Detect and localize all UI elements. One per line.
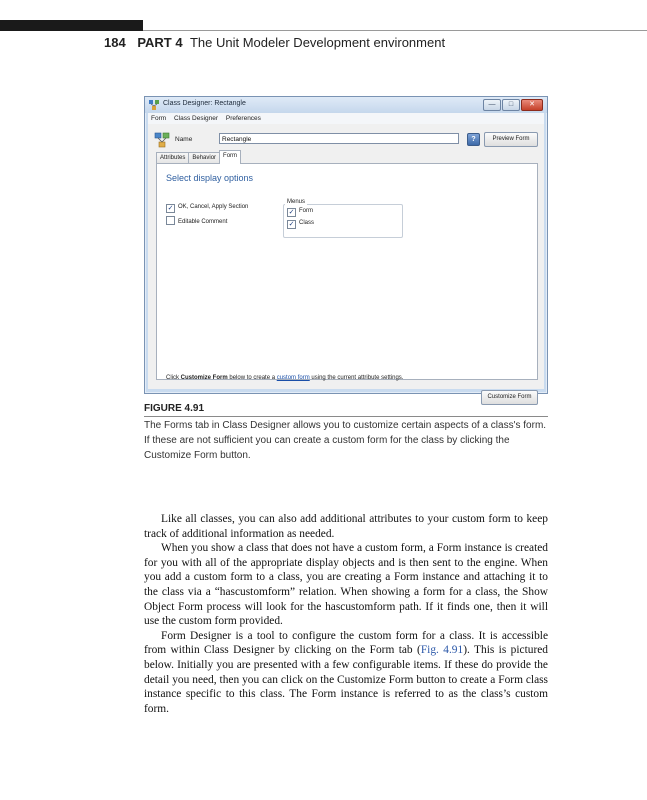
- paragraph-3-start: Form Designer is a tool to configure the custom form for a class. It is accessible from within Class Designer by clicking on the Form tab (: [144, 629, 548, 657]
- option-label: OK, Cancel, Apply Section: [178, 204, 249, 210]
- paragraph-1: Like all classes, you can also add additional attributes to your custom form to keep track of additional information as needed.: [144, 513, 548, 540]
- help-icon[interactable]: ?: [467, 133, 480, 146]
- figure-caption: The Forms tab in Class Designer allows you to customize certain aspects of a class's form. If these are not sufficient you can create a custom form for the class by clicking the Customize Form button.: [144, 420, 547, 461]
- option-label: Editable Comment: [178, 219, 228, 225]
- minimize-icon[interactable]: —: [483, 99, 501, 111]
- menus-group-label: Menus: [287, 199, 306, 205]
- figure-reference-link[interactable]: Fig. 4.91: [420, 644, 464, 657]
- menu-option-class[interactable]: [287, 220, 314, 229]
- menu-option-form[interactable]: [287, 208, 313, 217]
- name-input[interactable]: Rectangle: [219, 133, 459, 144]
- header-bar: [0, 20, 143, 31]
- close-icon[interactable]: ✕: [521, 99, 543, 111]
- hint-bold: Customize Form: [180, 375, 228, 381]
- name-label: Name: [175, 136, 193, 143]
- paragraph-3: [144, 629, 548, 717]
- customize-form-button[interactable]: Customize Form: [481, 390, 538, 405]
- part-label: PART 4: [137, 35, 183, 50]
- option-editable-comment[interactable]: [166, 216, 227, 225]
- window-client: [148, 124, 544, 400]
- window-controls: [483, 99, 543, 111]
- option-label: Form: [299, 208, 313, 214]
- tab-form[interactable]: Form: [219, 150, 241, 164]
- maximize-icon[interactable]: □: [502, 99, 520, 111]
- class-icon: [154, 132, 170, 148]
- tab-behavior[interactable]: Behavior: [188, 152, 220, 164]
- class-designer-icon: [149, 100, 159, 110]
- customize-hint: [166, 375, 403, 381]
- menu-form[interactable]: Form: [151, 115, 167, 122]
- figure-rule: [144, 416, 548, 417]
- custom-form-link[interactable]: custom form: [276, 375, 310, 381]
- window-title: Class Designer: Rectangle: [163, 100, 246, 107]
- option-label: Class: [299, 220, 315, 226]
- hint-prefix: Click: [166, 375, 181, 381]
- tab-attributes[interactable]: Attributes: [156, 152, 189, 164]
- paragraph-2: When you show a class that does not have a custom form, a Form instance is created for you with all of the appropriate display objects and is then sent to the engine. When you add a custom form to a class, you are creating a Form instance and attaching it to the class via a “hascustomform” relation. When showing a form for a class, the Show Object Form process will look for the hascustomform path. If it finds one, then it will use the custom form provided.: [144, 542, 548, 628]
- body-text: [144, 512, 548, 716]
- checkbox-checked-icon[interactable]: ✓: [167, 205, 174, 212]
- header-rule: [143, 30, 647, 31]
- menu-preferences[interactable]: Preferences: [225, 115, 261, 122]
- hint-middle: below to create a: [227, 375, 277, 381]
- figure-label: FIGURE 4.91: [144, 403, 205, 414]
- menu-class-designer[interactable]: Class Designer: [173, 115, 219, 122]
- page-number: 184: [104, 35, 126, 50]
- hint-suffix: using the current attribute settings.: [309, 375, 404, 381]
- paragraph-3-end: ). This is pictured below. Initially you are presented with a few configurable items. If these do provide the detail you need, then you can click on the Customize Form button to create a Form class instance specific to this class. The Form instance is referred to as the class’s custom form.: [144, 644, 548, 715]
- preview-form-button[interactable]: Preview Form: [484, 132, 538, 147]
- checkbox-unchecked-icon[interactable]: [166, 216, 175, 225]
- option-ok-cancel-apply[interactable]: [166, 204, 248, 213]
- running-header: [104, 35, 445, 50]
- section-title: Select display options: [166, 173, 254, 183]
- checkbox-checked-icon[interactable]: ✓: [288, 209, 295, 216]
- checkbox-checked-icon[interactable]: ✓: [288, 221, 295, 228]
- class-designer-window: [144, 96, 548, 400]
- form-tab-panel: [156, 163, 538, 400]
- part-title: The Unit Modeler Development environment: [189, 35, 446, 50]
- window-titlebar: [145, 97, 547, 113]
